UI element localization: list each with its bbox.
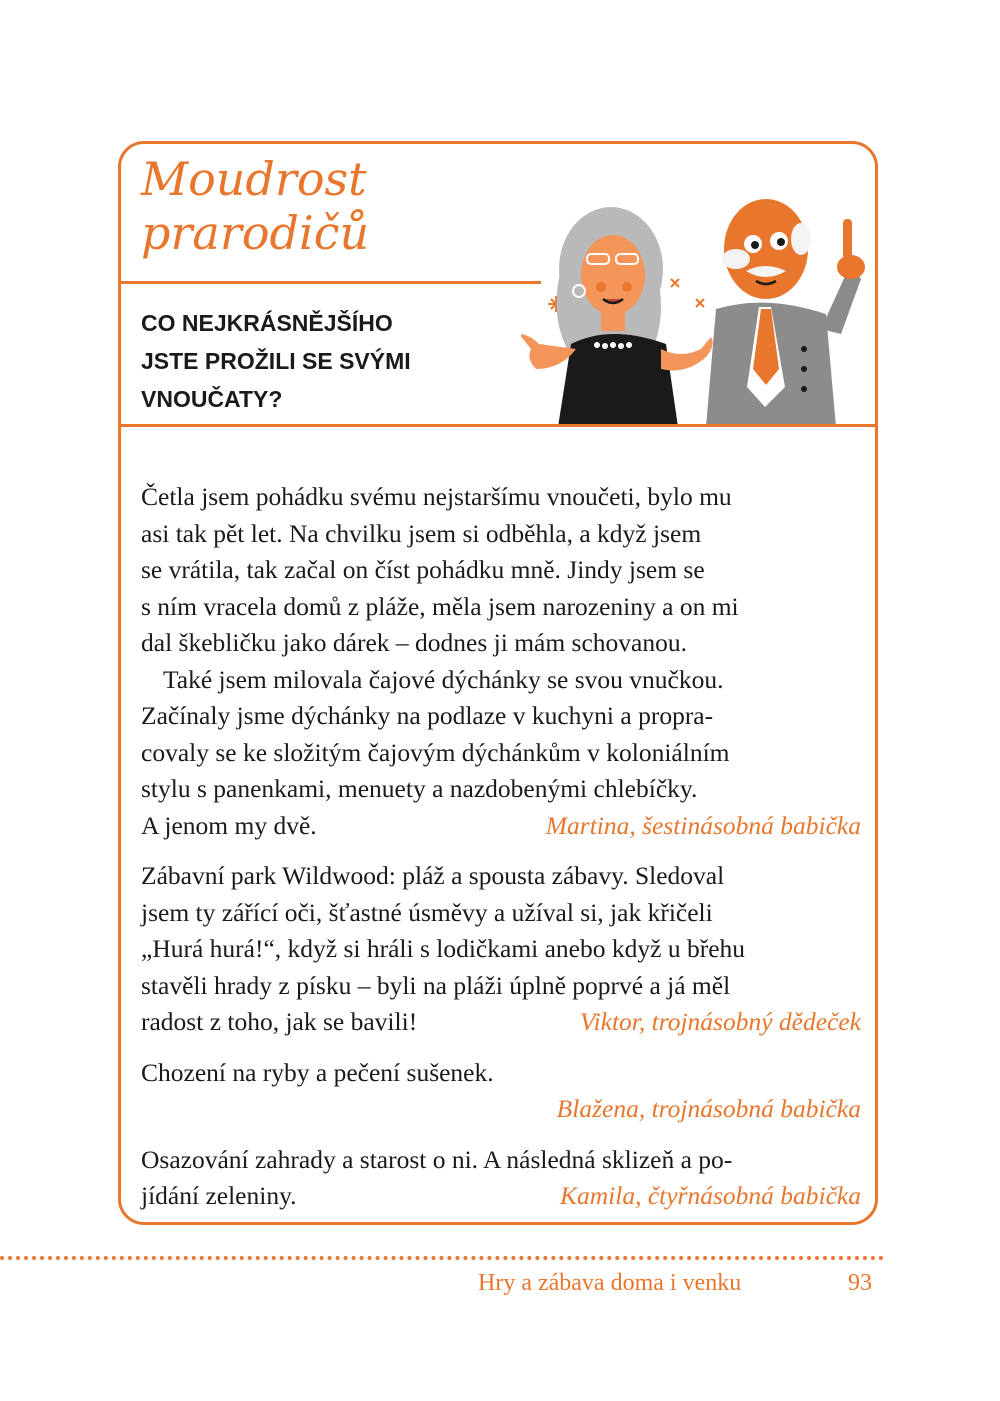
text-line: Začínaly jsme dýchánky na podlaze v kuchyni a propra-	[141, 701, 714, 730]
story-paragraph	[141, 858, 861, 1041]
story-paragraph	[141, 1055, 861, 1128]
text-line: stylu s panenkami, menuety a nazdobenými chlebíčky.	[141, 774, 698, 803]
text-line: s ním vracela domů z pláže, měla jsem narozeniny a on mi	[141, 591, 739, 621]
question-divider	[121, 424, 875, 427]
story-paragraph	[141, 479, 861, 662]
text-line: covaly se ke složitým čajovým dýchánkům v koloniálním	[141, 737, 730, 767]
text-line: radost z toho, jak se bavili!	[141, 1007, 418, 1036]
title-line-2: prarodičů	[141, 206, 370, 260]
grandparents-illustration	[521, 199, 878, 427]
grandfather-figure	[706, 199, 865, 427]
story-paragraph	[141, 1142, 861, 1215]
text-line: stavěli hrady z písku – byli na pláži úplně poprvé a já měl	[141, 970, 731, 1000]
signature-line	[141, 1004, 861, 1041]
testimonials	[141, 479, 861, 1225]
testimonial-martina	[141, 479, 861, 844]
text-line: Zábavní park Wildwood: pláž a spousta zábavy. Sledoval	[141, 861, 725, 890]
question-heading	[141, 304, 541, 418]
grandmother-figure	[521, 207, 713, 427]
text-line: Osazování zahrady a starost o ni. A následná sklizeň a po-	[141, 1144, 733, 1174]
testimonial-blazena	[141, 1055, 861, 1128]
testimonial-viktor	[141, 858, 861, 1041]
signature-line	[141, 808, 861, 845]
signature: Martina, šestinásobná babička	[545, 810, 861, 840]
question-line-3: VNOUČATY?	[141, 386, 283, 412]
testimonial-kamila	[141, 1142, 861, 1215]
text-line: jídání zeleniny.	[141, 1181, 297, 1210]
text-line: dal škebličku jako dárek – dodnes ji mám schovanou.	[141, 628, 687, 657]
text-line: „Hurá hurá!“, když si hráli s lodičkami anebo když u břehu	[141, 934, 746, 963]
box-title	[141, 152, 369, 260]
text-line: A jenom my dvě.	[141, 810, 317, 840]
question-line-2: JSTE PROŽILI SE SVÝMI	[141, 348, 411, 374]
text-line: Také jsem milovala čajové dýchánky se svou vnučkou.	[163, 664, 724, 694]
signature: Kamila, čtyřnásobná babička	[559, 1181, 861, 1210]
title-divider	[121, 281, 541, 284]
footer-chapter-title: Hry a zábava doma i venku	[478, 1270, 742, 1296]
footer-dotted-rule	[0, 1256, 884, 1260]
text-line: se vrátila, tak začal on číst pohádku mně. Jindy jsem se	[141, 555, 705, 584]
text-line: asi tak pět let. Na chvilku jsem si odběhla, a když jsem	[141, 518, 702, 548]
signature: Blažena, trojnásobná babička	[556, 1094, 861, 1123]
signature: Viktor, trojnásobný dědeček	[579, 1007, 861, 1036]
title-line-1: Moudrost	[141, 152, 367, 206]
text-line: Četla jsem pohádku svému nejstaršímu vnoučeti, bylo mu	[141, 482, 732, 511]
text-line: jsem ty zářící oči, šťastné úsměvy a užíval si, jak křičeli	[141, 897, 713, 927]
signature-line	[141, 1178, 861, 1215]
grandparents-wisdom-box	[118, 141, 878, 1225]
question-line-1: CO NEJKRÁSNĚJŠÍHO	[141, 310, 393, 336]
story-paragraph	[141, 662, 861, 845]
text-line: Chození na ryby a pečení sušenek.	[141, 1057, 494, 1087]
page-number: 93	[848, 1270, 872, 1296]
